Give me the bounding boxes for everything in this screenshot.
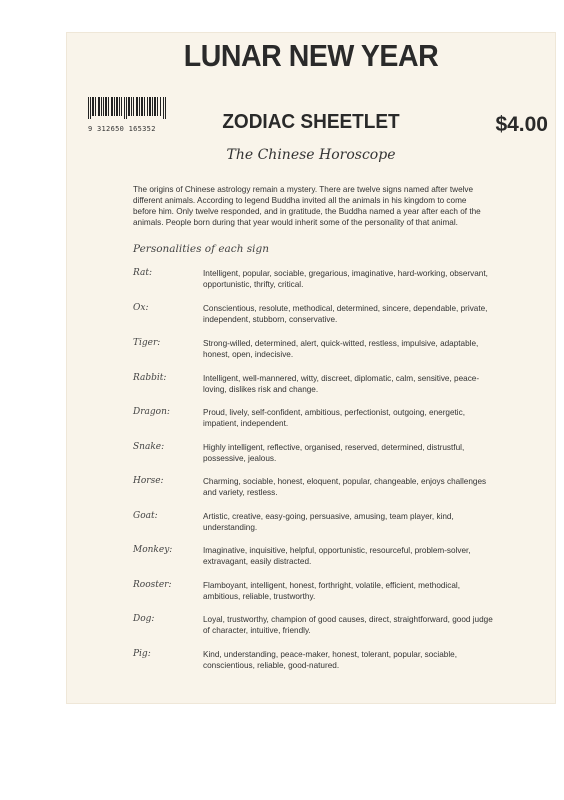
sign-row-snake: [133, 442, 493, 472]
sign-traits: Highly intelligent, reflective, organised, reserved, determined, distrustful, possessive, jealous.: [203, 443, 465, 464]
sign-traits: Proud, lively, self-confident, ambitious, perfectionist, outgoing, energetic, impatient, independent.: [203, 408, 465, 429]
sign-row-ox: [133, 303, 493, 333]
sign-traits: Intelligent, popular, sociable, gregarious, imaginative, hard-working, observant, opportunistic, thrifty, critical.: [203, 269, 488, 290]
barcode-number: 9 312650 165352: [88, 125, 156, 133]
sign-row-pig: [133, 649, 493, 679]
sign-name: Goat:: [133, 511, 158, 521]
sign-row-goat: [133, 511, 493, 541]
price-label: $4.00: [495, 113, 548, 136]
sign-traits: Artistic, creative, easy-going, persuasive, amusing, team player, kind, understanding.: [203, 512, 454, 533]
sign-name: Horse:: [133, 476, 164, 486]
sign-name: Snake:: [133, 442, 165, 452]
sign-name: Rabbit:: [133, 373, 167, 383]
sign-row-dog: [133, 614, 493, 644]
sign-row-rabbit: [133, 373, 493, 403]
sign-name: Rooster:: [133, 580, 172, 590]
sign-traits: Loyal, trustworthy, champion of good causes, direct, straightforward, good judge of character, intuitive, friendly.: [203, 615, 493, 636]
sign-traits: Kind, understanding, peace-maker, honest, tolerant, popular, sociable, conscientious, reliable, good-natured.: [203, 650, 457, 671]
personalities-heading: Personalities of each sign: [133, 243, 270, 255]
sign-traits: Charming, sociable, honest, eloquent, popular, changeable, enjoys challenges and variety, restless.: [203, 477, 487, 498]
sign-row-rat: [133, 268, 493, 298]
sign-name: Tiger:: [133, 338, 161, 348]
sign-traits: Strong-willed, determined, alert, quick-witted, restless, impulsive, adaptable, honest, open, indecisive.: [203, 339, 479, 360]
sign-row-rooster: [133, 580, 493, 610]
sign-row-horse: [133, 476, 493, 506]
sign-name: Dog:: [133, 614, 155, 624]
sign-name: Pig:: [133, 649, 151, 659]
sign-row-monkey: [133, 545, 493, 575]
sign-name: Rat:: [133, 268, 152, 278]
sign-traits: Flamboyant, intelligent, honest, forthright, volatile, efficient, methodical, ambitious, reliable, trustworthy.: [203, 581, 460, 602]
sign-name: Dragon:: [133, 407, 170, 417]
sign-traits: Conscientious, resolute, methodical, determined, sincere, dependable, private, independent, stubborn, conservative.: [203, 304, 488, 325]
sign-name: Monkey:: [133, 545, 173, 555]
page-title: LUNAR NEW YEAR: [183, 38, 439, 73]
page-subtitle: ZODIAC SHEETLET: [222, 111, 400, 133]
sign-name: Ox:: [133, 303, 149, 313]
sign-traits: Imaginative, inquisitive, helpful, opportunistic, resourceful, problem-solver, extravagant, easily distracted.: [203, 546, 471, 567]
intro-paragraph: The origins of Chinese astrology remain a mystery. There are twelve signs named after twelve different animals. According to legend Buddha invited all the animals in his kingdom to come before him. Only twelve responded, and in gratitude, the Buddha named a year after each of the animals. People born during that year would inherit some of the personality of that animal.: [133, 185, 481, 228]
horoscope-heading: The Chinese Horoscope: [226, 147, 396, 163]
sign-row-tiger: [133, 338, 493, 368]
sign-row-dragon: [133, 407, 493, 437]
sign-traits: Intelligent, well-mannered, witty, discreet, diplomatic, calm, sensitive, peace-loving, dislikes risk and change.: [203, 374, 480, 395]
